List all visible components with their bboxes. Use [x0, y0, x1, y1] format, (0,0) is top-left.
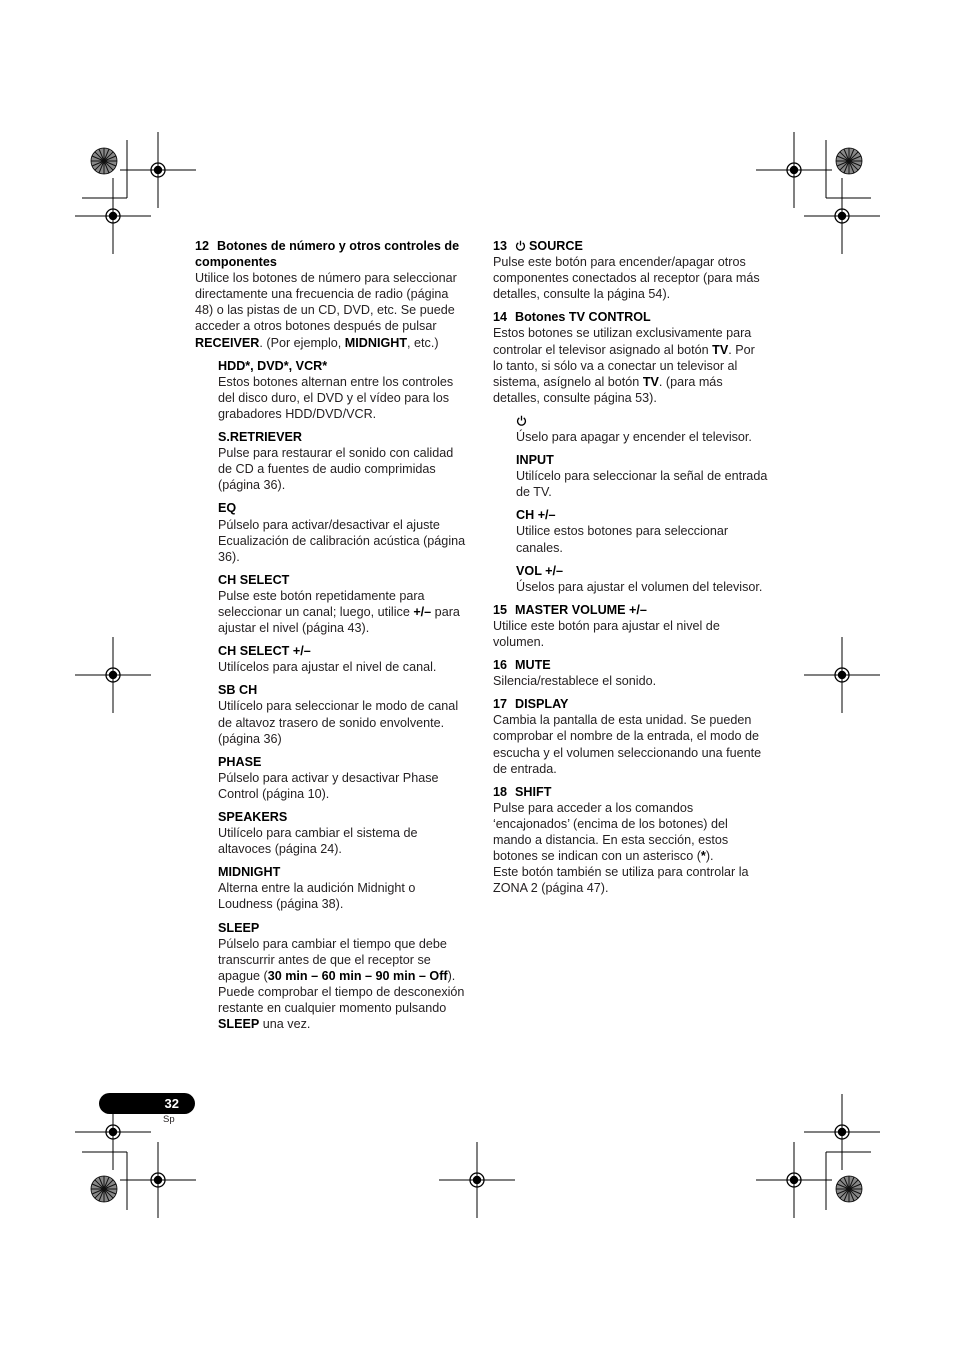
section-heading: 12 Botones de número y otros controles de componentes [195, 239, 460, 270]
tv-vol-entry: VOL +/– Úselos para ajustar el volumen del televisor. [516, 563, 763, 594]
midnight-entry: MIDNIGHT Alterna entre la audición Midnight o Loudness (página 38). [218, 865, 416, 912]
speakers-entry: SPEAKERS Utilícelo para cambiar el sistema de altavoces (página 24). [218, 810, 418, 857]
eq-entry: EQ Púlselo para activar/desactivar el ajuste Ecualización de calibración acústica (página 36). [218, 501, 466, 564]
section-17: 17 DISPLAY Cambia la pantalla de esta unidad. Se pueden comprobar el nombre de la entrada, el modo de escucha y el volumen seleccionando una fuente de entrada. [493, 697, 762, 776]
left-column [195, 238, 470, 1039]
tv-ch-entry: CH +/– Utilice estos botones para seleccionar canales. [516, 508, 729, 555]
tv-input-entry: INPUT Utilícelo para seleccionar la señal de entrada de TV. [516, 453, 768, 500]
sretriever-entry: S.RETRIEVER Pulse para restaurar el sonido con calidad de CD a fuentes de audio comprimidas (página 36). [218, 430, 454, 493]
language-label: Sp [163, 1114, 175, 1125]
section-15: 15 MASTER VOLUME +/– Utilice este botón para ajustar el nivel de volumen. [493, 602, 720, 649]
section-14: 14 Botones TV CONTROL Estos botones se utilizan exclusivamente para controlar el televisor asignado al botón TV. Por lo tanto, si sólo va a conectar un televisor al sistema, asígnelo al botón TV. (para más detalles, consulte página 53). [493, 310, 755, 405]
page-number-badge [99, 1093, 195, 1114]
page-number: 32 [164, 1096, 179, 1111]
power-icon [515, 240, 526, 251]
section-13: 13 SOURCE Pulse este botón para encender/apagar otros componentes conectados al receptor (para más detalles, consulte la página 54). [493, 239, 760, 302]
phase-entry: PHASE Púlselo para activar y desactivar Phase Control (página 10). [218, 754, 439, 801]
sb-ch-entry: SB CH Utilícelo para seleccionar le modo de canal de altavoz trasero de sonido envolvente. (página 36) [218, 683, 459, 746]
section-12 [195, 238, 470, 351]
section-body: Utilice los botones de número para seleccionar directamente una frecuencia de radio (página 48) o las pistas de un CD, DVD, etc. Se puede acceder a otros botones después de pulsar RECEIVER. (Por ejemplo, MIDNIGHT, etc.) [195, 271, 457, 350]
section-18: 18 SHIFT Pulse para acceder a los comandos ‘encajonados’ (encima de los botones) del mando a distancia. En esta sección, estos botones se indican con un asterisco (*). Este botón también se utiliza para controlar la ZONA 2 (página 47). [493, 784, 749, 896]
right-column [493, 238, 768, 903]
ch-select-entry: CH SELECT Pulse este botón repetidamente para seleccionar un canal; luego, utilice +/– para ajustar el nivel (página 43). [218, 572, 460, 636]
sleep-entry: SLEEP Púlselo para cambiar el tiempo que debe transcurrir antes de que el receptor se apague (30 min – 60 min – 90 min – Off). Puede comprobar el tiempo de desconexión restante en cualquier momento pulsando SLEEP una vez. [218, 920, 465, 1032]
section-16: 16 MUTE Silencia/restablece el sonido. [493, 658, 657, 689]
tv-power-entry: Úselo para apagar y encender el televisor. [493, 413, 768, 445]
power-icon [516, 415, 527, 426]
hdd-dvd-vcr-entry: HDD*, DVD*, VCR* Estos botones alternan entre los controles del disco duro, el DVD y el vídeo para los grabadores HDD/DVD/VCR. [218, 358, 454, 421]
ch-select-plus-minus-entry: CH SELECT +/– Utilícelos para ajustar el nivel de canal. [218, 644, 437, 675]
